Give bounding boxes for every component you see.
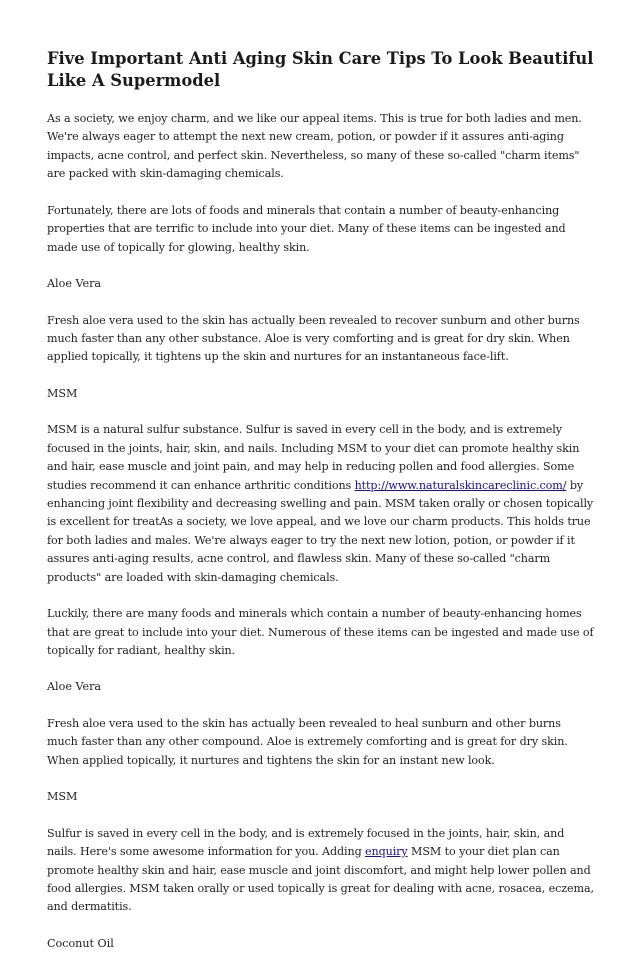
section-heading-msm-2: MSM [47, 790, 78, 804]
paragraph-intro: As a society, we enjoy charm, and we like our appeal items. This is true for both ladies and men. We're always eager to attempt the next new cream, potion, or powder if it assures anti-aging impacts, acne control, and perfect skin. Nevertheless, so many of these so-called "charm items" are packed with skin-damaging chemicals. [47, 112, 582, 181]
paragraph-aloe-vera: Fresh aloe vera used to the skin has actually been revealed to recover sunburn and other burns much faster than any other substance. Aloe is very comforting and is great for dry skin. When applied topically, it tightens up the skin and nurtures for an instantaneous face-lift. [47, 313, 580, 364]
paragraph-minerals: Luckily, there are many foods and minerals which contain a number of beauty-enhancing homes that are great to include into your diet. Numerous of these items can be ingested and made use of topically for radiant, healthy skin. [47, 607, 594, 657]
document-page [47, 48, 595, 971]
paragraph-foods: Fortunately, there are lots of foods and minerals that contain a number of beauty-enhancing properties that are terrific to include into your diet. Many of these items can be ingested and made use of topically for glowing, healthy skin. [47, 203, 566, 254]
paragraph-msm-2-text-end: MSM to your diet plan can promote healthy skin and hair, ease muscle and joint discomfort, and might help lower pollen and food allergies. MSM taken orally or used topically is great for dealing with acne, rosacea, eczema, and dermatitis. [47, 845, 594, 914]
section-heading-aloe-vera-2: Aloe Vera [47, 680, 102, 694]
paragraph-msm-text-end: by enhancing joint flexibility and decreasing swelling and pain. MSM taken orally or chosen topically is excellent for treatAs a society, we love appeal, and we love our charm products. This holds true for both ladies and males. We're always eager to try the next new lotion, potion, or powder if it assures anti-aging results, acne control, and flawless skin. Many of these so-called "charm products" are loaded with skin-damaging chemicals. [47, 478, 594, 584]
document-title: Five Important Anti Aging Skin Care Tips To Look Beautiful Like A Supermodel [47, 49, 594, 90]
naturalskincareclinic-link[interactable]: http://www.naturalskincareclinic.com/ [354, 478, 567, 492]
paragraph-aloe-vera-2: Fresh aloe vera used to the skin has actually been revealed to heal sunburn and other burns much faster than any other compound. Aloe is extremely comforting and is great for dry skin. When applied topically, it nurtures and tightens the skin for an instant new look. [47, 716, 568, 767]
section-heading-msm: MSM [47, 386, 78, 400]
paragraph-msm-2-text-start: Sulfur is saved in every cell in the body, and is extremely focused in the joints, hair, skin, and nails. Here's some awesome information for you. Adding [47, 826, 565, 859]
enquiry-link[interactable]: enquiry [365, 845, 408, 859]
section-heading-aloe-vera: Aloe Vera [47, 277, 102, 291]
section-heading-coconut-oil: Coconut Oil [47, 936, 114, 950]
paragraph-msm [47, 421, 595, 587]
paragraph-msm-text-start: MSM is a natural sulfur substance. Sulfur is saved in every cell in the body, and is extremely focused in the joints, hair, skin, and nails. Including MSM to your diet can promote healthy skin and hair, ease muscle and joint pain, and may help in reducing pollen and food allergies. Some studies recommend it can enhance arthritic conditions [47, 423, 580, 492]
